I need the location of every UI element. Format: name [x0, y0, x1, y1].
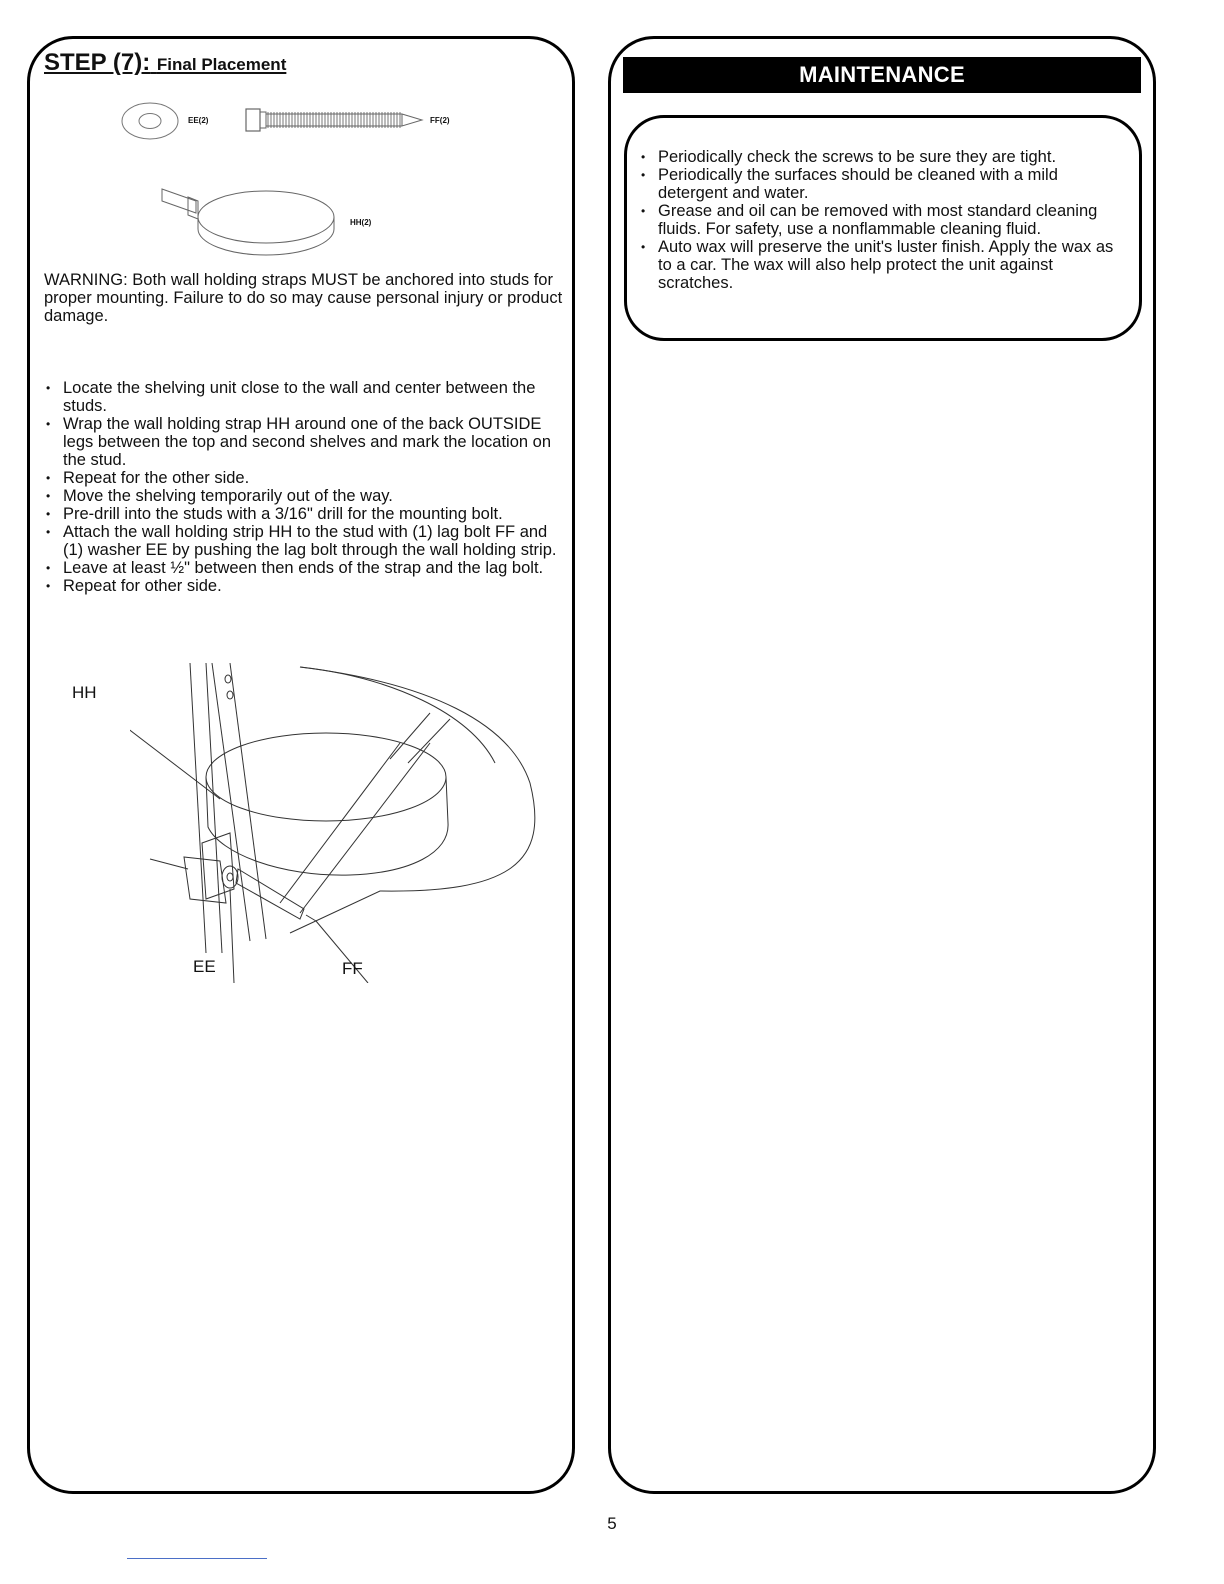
diagram-label-ff: FF — [342, 959, 363, 978]
maintenance-panel — [608, 36, 1156, 1494]
list-item: • Periodically check the screws to be sure they are tight. — [639, 148, 1129, 166]
list-item: • Repeat for other side. — [44, 577, 566, 595]
lag-bolt-icon — [244, 103, 424, 137]
list-item: • Pre-drill into the studs with a 3/16" drill for the mounting bolt. — [44, 505, 566, 523]
maintenance-title: MAINTENANCE — [623, 57, 1141, 93]
list-item: • Wrap the wall holding strap HH around one of the back OUTSIDE legs between the top and second shelves and mark the location on the stud. — [44, 415, 566, 469]
page-number: 5 — [607, 1514, 617, 1533]
list-item: • Attach the wall holding strip HH to the stud with (1) lag bolt FF and (1) washer EE by pushing the lag bolt through the wall holding strip. — [44, 523, 566, 559]
list-item: • Move the shelving temporarily out of the way. — [44, 487, 566, 505]
step-title — [44, 49, 286, 77]
instruction-list — [44, 379, 566, 595]
warning-text: WARNING: Both wall holding straps MUST be anchored into studs for proper mounting. Failure to do so may cause personal injury or product damage. — [44, 271, 563, 325]
list-item: • Periodically the surfaces should be cleaned with a mild detergent and water. — [639, 166, 1129, 202]
step-panel — [27, 36, 575, 1494]
list-item: • Auto wax will preserve the unit's luster finish. Apply the wax as to a car. The wax will also help protect the unit against scratches. — [639, 238, 1129, 292]
part-label-hh: HH(2) — [350, 218, 372, 227]
step-subtitle: Final Placement — [156, 55, 287, 74]
maintenance-box — [624, 115, 1142, 341]
list-item: • Grease and oil can be removed with most standard cleaning fluids. For safety, use a nonflammable cleaning fluid. — [639, 202, 1129, 238]
part-label-ee: EE(2) — [188, 116, 209, 125]
list-item: • Repeat for the other side. — [44, 469, 566, 487]
washer-icon — [120, 101, 182, 141]
maintenance-list — [639, 148, 1129, 292]
part-label-ff: FF(2) — [430, 116, 450, 125]
wall-strap-icon — [158, 175, 338, 261]
mounting-diagram — [130, 663, 550, 983]
diagram-label-hh: HH — [72, 683, 97, 702]
diagram-label-ee: EE — [193, 957, 216, 976]
list-item: • Leave at least ½" between then ends of the strap and the lag bolt. — [44, 559, 566, 577]
footer-divider — [127, 1558, 267, 1559]
list-item: • Locate the shelving unit close to the wall and center between the studs. — [44, 379, 566, 415]
step-number: STEP (7): — [44, 49, 151, 76]
